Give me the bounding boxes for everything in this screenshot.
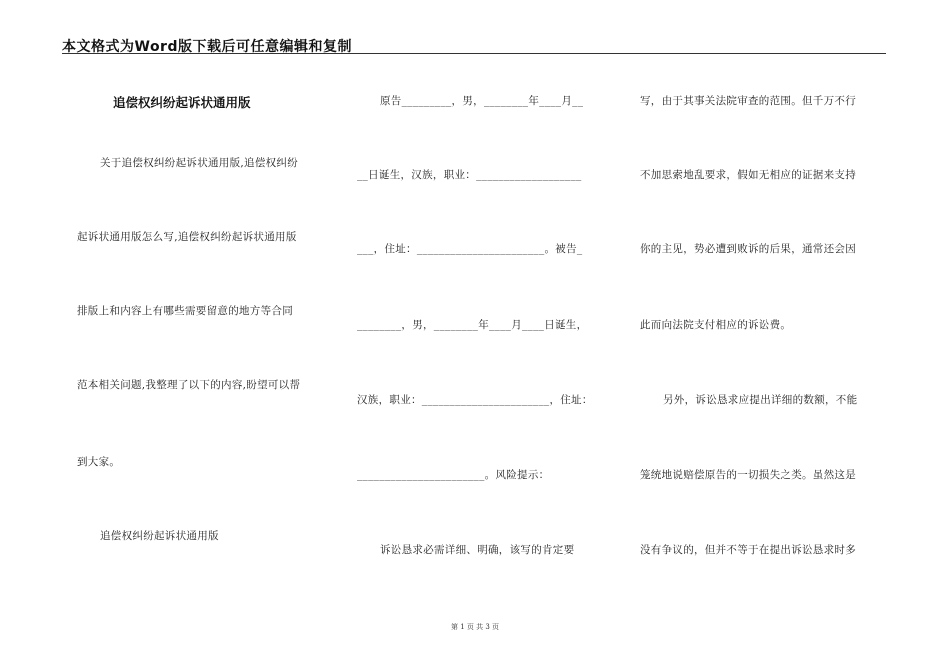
paragraph-line: 你的主见，势必遭到败诉的后果，通常还会因 bbox=[640, 243, 856, 255]
paragraph-line: 诉讼恳求必需详细、明确，该写的肯定要 bbox=[380, 544, 575, 556]
paragraph-line: 此而向法院支付相应的诉讼费。 bbox=[640, 319, 792, 331]
paragraph-line: 写，由于其事关法院审查的范围。但千万不行 bbox=[640, 95, 856, 107]
paragraph-line: 没有争议的，但并不等于在提出诉讼恳求时多 bbox=[640, 544, 856, 556]
paragraph-line: 原告_________，男，________年____月__ bbox=[380, 95, 584, 107]
paragraph-line: 排版上和内容上有哪些需要留意的地方等合同 bbox=[77, 305, 293, 317]
paragraph-line: _______________________。风险提示： bbox=[357, 469, 550, 481]
paragraph-line: 范本相关问题,我整理了以下的内容,盼望可以帮 bbox=[77, 379, 301, 391]
document-header: 本文格式为Word版下载后可任意编辑和复制 bbox=[62, 39, 352, 55]
paragraph-line: __日诞生，汉族，职业：___________________ bbox=[357, 169, 582, 181]
paragraph-line: 另外，诉讼恳求应提出详细的数额，不能 bbox=[663, 394, 858, 406]
paragraph-line: 到大家。 bbox=[77, 456, 121, 468]
paragraph-line: 不加思索地乱要求，假如无相应的证据来支持 bbox=[640, 169, 856, 181]
paragraph-line: 关于追偿权纠纷起诉状通用版,追偿权纠纷 bbox=[100, 157, 299, 169]
page-number: 第 1 页 共 3 页 bbox=[450, 623, 500, 631]
paragraph-line: 起诉状通用版怎么写,追偿权纠纷起诉状通用版 bbox=[77, 231, 297, 243]
paragraph-line: ________，男，________年____月____日诞生， bbox=[357, 319, 588, 331]
section-heading: 追偿权纠纷起诉状通用版 bbox=[100, 530, 219, 542]
paragraph-line: 笼统地说赔偿原告的一切损失之类。虽然这是 bbox=[640, 469, 856, 481]
paragraph-line: 汉族，职业：_______________________，住址： bbox=[357, 394, 593, 406]
document-title: 追偿权纠纷起诉状通用版 bbox=[113, 95, 251, 110]
header-divider bbox=[62, 53, 886, 54]
paragraph-line: ___，住址：_______________________。被告_ bbox=[357, 243, 583, 255]
